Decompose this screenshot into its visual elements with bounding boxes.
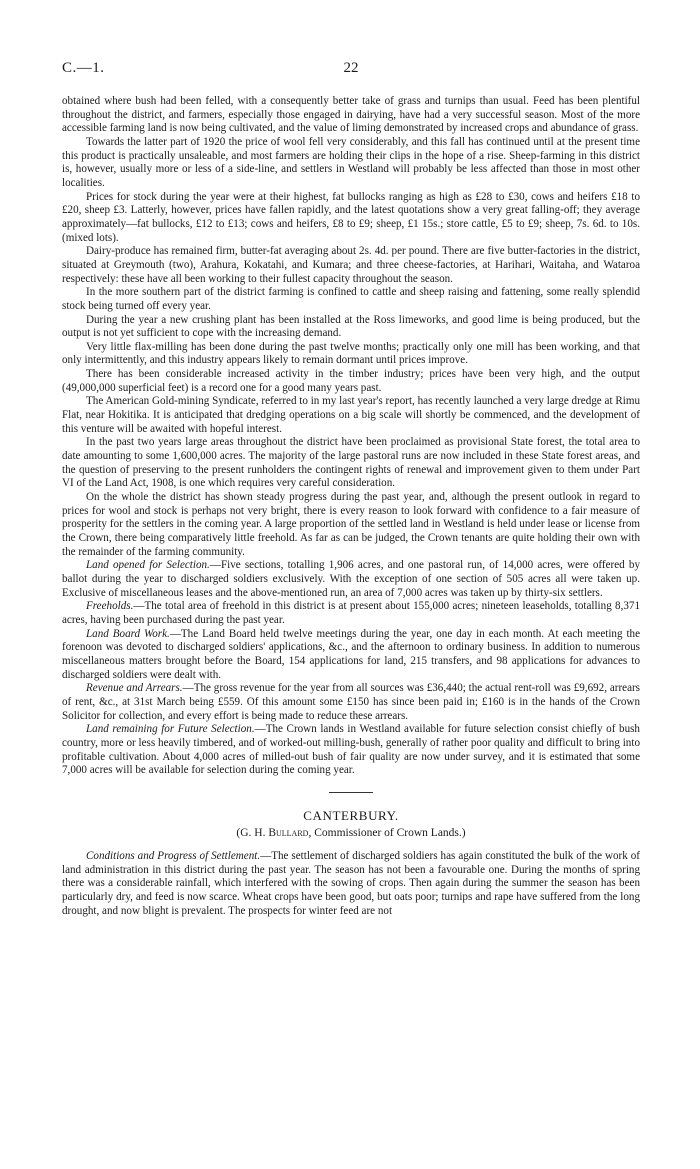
paragraph-freeholds: Freeholds.—The total area of freehold in this district is at present about 155,000 acres; nineteen leaseholds, totalling 8,371 acres, having been purchased during the past year. bbox=[62, 600, 640, 626]
page-number: 22 bbox=[343, 60, 359, 76]
commissioner-name: Bullard bbox=[268, 827, 309, 840]
paragraph: During the year a new crushing plant has been installed at the Ross limeworks, and good lime is being produced, but the output is not yet sufficient to cope with the increasing demand. bbox=[62, 313, 640, 340]
paragraph-lead: Conditions and Progress of Settlement. bbox=[86, 850, 261, 863]
paragraph-land-board-work: Land Board Work.—The Land Board held twelve meetings during the year, one day in each month. At each meeting the forenoon was devoted to discharged soldiers' applications, &c., and the afternoon to ordinary business. In addition to numerous miscellaneous matters brought before the Board, 154 applications for land, 215 transfers, and 98 applications for advances to discharged soldiers were dealt with. bbox=[62, 627, 640, 681]
paragraph-lead: Land opened for Selection. bbox=[86, 559, 210, 572]
section-divider bbox=[329, 792, 373, 793]
paragraph: On the whole the district has shown steady progress during the past year, and, although the present outlook in regard to prices for wool and stock is perhaps not very bright, there is every reason to look forward with confidence to a fair measure of prosperity for the settlers in the coming year. A large proportion of the settled land in Westland is held under lease or license from the Crown, there being comparatively little freehold. As far as can be judged, the Crown tenants are quite holding their own with the remainder of the farming community. bbox=[62, 491, 640, 558]
paragraph: In the more southern part of the district farming is confined to cattle and sheep raising and fattening, some really splendid stock being turned off every year. bbox=[62, 286, 640, 312]
paragraph-revenue-arrears: Revenue and Arrears.—The gross revenue for the year from all sources was £36,440; the actual rent-roll was £9,692, arrears of rent, &c., at 31st March being £559. Of this amount some £150 has since been paid in; £160 is in the hands of the Crown Solicitor for collection, and every effort is being made to reduce these arrears. bbox=[62, 682, 640, 722]
paragraph: Towards the latter part of 1920 the price of wool fell very considerably, and this fall has continued until at the present time this product is practically unsaleable, and most farmers are holding their clips in the hope of a rise. Sheep-farming in this district is, however, usually more or less of a side-line, and settlers in Westland will probably be less affected than those in most other localities. bbox=[62, 135, 640, 189]
paragraph-lead: Freeholds. bbox=[86, 600, 134, 613]
paragraph: Dairy-produce has remained firm, butter-fat averaging about 2s. 4d. per pound. There are five butter-factories in the district, situated at Greymouth (two), Arahura, Kokatahi, and Kumara; and three cheese-factories, at Harihari, Waitaha, and Wataroa respectively: these have all been working to their fullest capacity throughout the season. bbox=[62, 245, 640, 285]
paragraph: In the past two years large areas throughout the district have been proclaimed as provisional State forest, the total area to date amounting to some 1,600,000 acres. The majority of the large pastoral runs are now included in these State forest areas, and the question of preserving to the present runholders the contingent rights of renewal and improvement given to them under Part VI of the Land Act, 1908, is one which requires very careful consideration. bbox=[62, 436, 640, 490]
paragraph-land-opened: Land opened for Selection.—Five sections, totalling 1,906 acres, and one pastoral run, of 14,000 acres, were offered by ballot during the year to discharged soldiers exclusively. With the exception of one section of 505 acres all were taken up. Exclusive of miscellaneous leases and the above-mentioned run, an area of 7,000 acres was taken up by thirty-six settlers. bbox=[62, 559, 640, 599]
paragraph: The American Gold-mining Syndicate, referred to in my last year's report, has recently launched a very large dredge at Rimu Flat, near Hokitika. It is anticipated that dredging operations on a big scale will shortly be commenced, and the development of this venture will be awaited with hopeful interest. bbox=[62, 395, 640, 435]
paragraph-lead: Land remaining for Future Selection. bbox=[86, 723, 255, 736]
paragraph: Very little flax-milling has been done during the past twelve months; practically only one mill has been working, and that only intermittently, and this industry appears likely to remain dormant until prices improve. bbox=[62, 340, 640, 367]
section-title: CANTERBURY. bbox=[303, 807, 399, 823]
paragraph: There has been considerable increased activity in the timber industry; prices have been very high, and the output (49,000,000 superficial feet) is a record one for a good many years past. bbox=[62, 368, 640, 394]
paragraph-lead: Land Board Work. bbox=[86, 627, 170, 640]
section-byline: (G. H. Bullard, Commissioner of Crown Lands.) bbox=[236, 827, 466, 840]
page-header bbox=[62, 60, 640, 80]
paragraph-land-remaining: Land remaining for Future Selection.—The Crown lands in Westland available for future selection consist chiefly of bush country, more or less heavily timbered, and of worked-out milling-bush, generally of rather poor quality and difficult to bring into profitable cultivation. About 4,000 acres of milled-out bush of fair quality are now under survey, and it is estimated that some 7,000 acres will be available for selection during the coming year. bbox=[62, 723, 640, 777]
document-reference: C.—1. bbox=[62, 60, 105, 76]
paragraph: obtained where bush had been felled, with a consequently better take of grass and turnips than usual. Feed has been plentiful throughout the district, and farmers, especially those engaged in dairying, have had a very successful season. Most of the more accessible farming land is now being cultivated, and the value of liming demonstrated by increased crops and abundance of grass. bbox=[62, 95, 640, 135]
paragraph: Prices for stock during the year were at their highest, fat bullocks ranging as high as £28 to £30, cows and heifers £18 to £20, sheep £3. Latterly, however, prices have fallen rapidly, and the latest quotations show a very great falling-off; they average approximately—fat bullocks, £12 to £13; cows and heifers, £8 to £9; sheep, £1 15s.; store cattle, £5 to £9; sheep, 7s. 6d. to 10s. (mixed lots). bbox=[62, 190, 640, 244]
paragraph-conditions-progress: Conditions and Progress of Settlement.—The settlement of discharged soldiers has again constituted the bulk of the work of land administration in this district during the past year. The season has not been a favourable one. During the months of spring there was a considerable rainfall, which interfered with the sowing of crops. Then again during the summer the season has been particularly dry, and feed is now scarce. Wheat crops have been good, but oats poor; turnips and rape have suffered from the long drought, and now blight is prevalent. The prospects for winter feed are not bbox=[62, 850, 640, 917]
paragraph-lead: Revenue and Arrears. bbox=[86, 682, 183, 695]
body-text bbox=[62, 95, 640, 918]
